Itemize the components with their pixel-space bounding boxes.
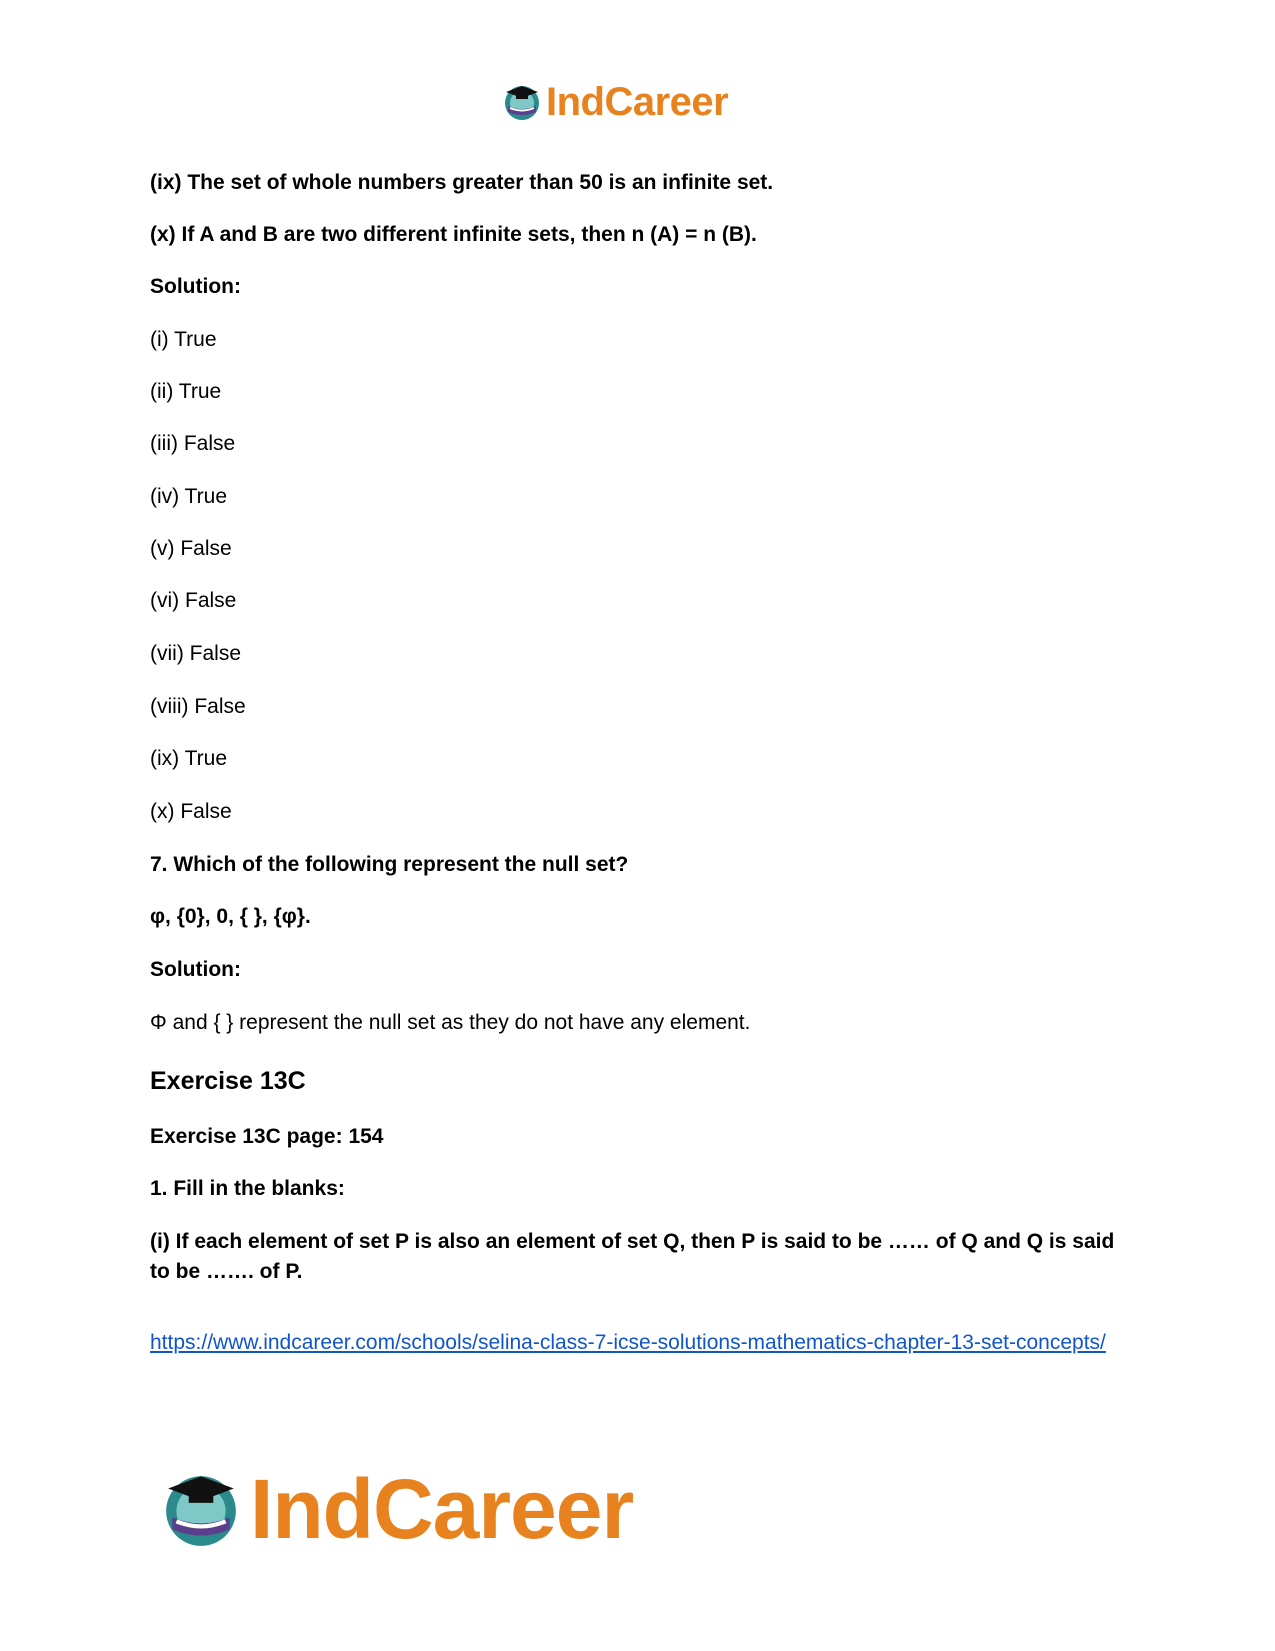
answer-viii: (viii) False	[150, 695, 246, 718]
source-link-wrapper	[150, 1328, 1110, 1358]
answer-vii: (vii) False	[150, 642, 242, 665]
question-ix: (ix) The set of whole numbers greater than 50 is an infinite set.	[150, 171, 774, 194]
answer-ii: (ii) True	[150, 380, 222, 403]
header-logo	[502, 80, 728, 124]
exercise-page: Exercise 13C page: 154	[150, 1125, 384, 1148]
solution-label: Solution:	[150, 275, 241, 298]
solution-label: Solution:	[150, 958, 241, 981]
exercise-heading: Exercise 13C	[150, 1067, 306, 1095]
answer-7: Φ and { } represent the null set as they do not have any element.	[150, 1011, 751, 1034]
question-x: (x) If A and B are two different infinite sets, then n (A) = n (B).	[150, 223, 757, 246]
brand-name: IndCareer	[250, 1461, 634, 1556]
answer-ix: (ix) True	[150, 747, 228, 770]
answer-iv: (iv) True	[150, 485, 228, 508]
source-link[interactable]: https://www.indcareer.com/schools/selina-class-7-icse-solutions-mathematics-chapter-13-set-concepts/	[150, 1331, 1106, 1354]
answer-v: (v) False	[150, 537, 232, 560]
question-7: 7. Which of the following represent the null set?	[150, 853, 629, 876]
fill-blanks-question-i: (i) If each element of set P is also an element of set Q, then P is said to be …… of Q and Q is said to be ……. of P.	[150, 1230, 1115, 1283]
question-7-options: φ, {0}, 0, { }, {φ}.	[150, 905, 311, 928]
answer-iii: (iii) False	[150, 432, 236, 455]
answer-x: (x) False	[150, 800, 232, 823]
answer-i: (i) True	[150, 328, 217, 351]
fill-blanks-heading: 1. Fill in the blanks:	[150, 1177, 345, 1200]
footer-logo	[160, 1461, 634, 1556]
graduation-cap-globe-icon	[502, 82, 542, 122]
brand-name: IndCareer	[546, 79, 729, 124]
graduation-cap-globe-icon	[160, 1468, 242, 1550]
answer-vi: (vi) False	[150, 589, 237, 612]
